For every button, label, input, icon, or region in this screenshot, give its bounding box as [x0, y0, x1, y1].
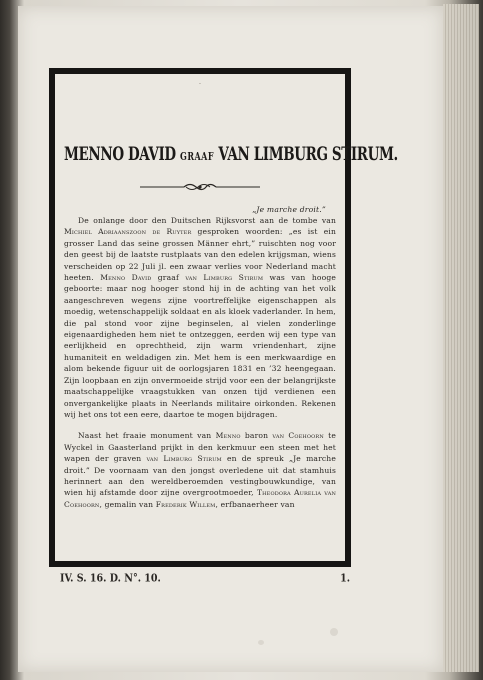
- paper-stain: [330, 628, 338, 636]
- name-smallcaps: Frederik Willem: [155, 499, 216, 509]
- text-run: , gemalin van: [99, 499, 156, 509]
- name-smallcaps: Theodora Aurelia van Coehoorn: [64, 488, 336, 509]
- mourning-border: [49, 68, 398, 567]
- signature-mark: IV. S. 16. D. N°. 10.: [60, 571, 161, 586]
- text-run: gesproken woorden: „es ist ein grosser Land das seine grossen Männer ehrt,” ruischten nog voor den geest bij de laatste rustplaats van den edelen krijgsman, wiens verscheiden op 22 Juli jl. een zwaar verlies voor Nederland macht heeten.: [64, 227, 336, 283]
- name-smallcaps: van Limburg Stirum: [146, 454, 222, 464]
- title-name: MENNO DAVID: [64, 144, 176, 166]
- article-body: [55, 74, 398, 561]
- text-run: was van hooge geboorte: maar nog hooger stond hij in de achting van het volk aangeschreven wegens zijne voortreffelijke eigenschappen als moedig, wetenschappelijk soldaat en als kloek vaderlander. In hem, die pal stond voor zijne beginselen, al vielen zonderlinge eigenaardigheden hem niet te ontzeggen, eerden wij een type van eerlijkheid en oprechtheid, zijn warm vriendenhart, zijne humaniteit en weldadigen zin. Met hem is een merkwaardige en alom bekende figuur uit de oorlogsjaren 1831 en ’32 heengegaan. Zijn loopbaan en zijn onvermoeide strijd voor een der belangrijkste maatschappelijke vraagstukken van onzen tijd verdienen een onvergankelijke plaats in Neerlands militaire oirkonden. Rekenen wij het ons tot een eere, daartoe te mogen bijdragen.: [64, 273, 337, 419]
- name-smallcaps: Menno David: [100, 273, 152, 283]
- title-graaf: GRAAF: [179, 149, 215, 163]
- title-family: VAN LIMBURG STIRUM.: [218, 144, 398, 166]
- text-run: De onlange door den Duitschen Rijksvorst aan de tombe van: [78, 216, 336, 225]
- page-footer: [60, 573, 350, 584]
- article-title: [64, 144, 398, 166]
- name-smallcaps: Michiel Adriaanszoon de Ruyter: [64, 227, 192, 237]
- page-number: 1.: [340, 571, 350, 586]
- text-run: graaf: [151, 273, 186, 283]
- text-run: , erfbanaerheer van: [215, 499, 295, 509]
- text-run: baron: [240, 431, 273, 441]
- name-smallcaps: Menno: [215, 431, 241, 441]
- paragraph-2: [64, 430, 336, 510]
- page-mark: ·: [198, 80, 202, 88]
- page-edges: [443, 4, 479, 672]
- paragraph-1: [64, 215, 336, 420]
- decorative-rule-ornament: [64, 177, 336, 187]
- name-smallcaps: van Coehoorn: [272, 431, 324, 441]
- paper-stain: [258, 640, 264, 645]
- text-run: te Wyckel in Gaasterland prijkt in den kerkmuur een steen met het wapen der graven: [64, 431, 336, 464]
- text-run: en de spreuk „Je marche droit.” De voornaam van den jongst overledene uit dat stamhuis herinnert aan den wereldberoemden vestingbouwkundige, van wien hij afstamde door zijne overgrootmoeder,: [64, 454, 336, 498]
- text-run: Naast het fraaie monument van: [78, 431, 216, 441]
- name-smallcaps: van Limburg Stirum: [185, 273, 264, 283]
- motto: „Je marche droit.”: [252, 205, 326, 214]
